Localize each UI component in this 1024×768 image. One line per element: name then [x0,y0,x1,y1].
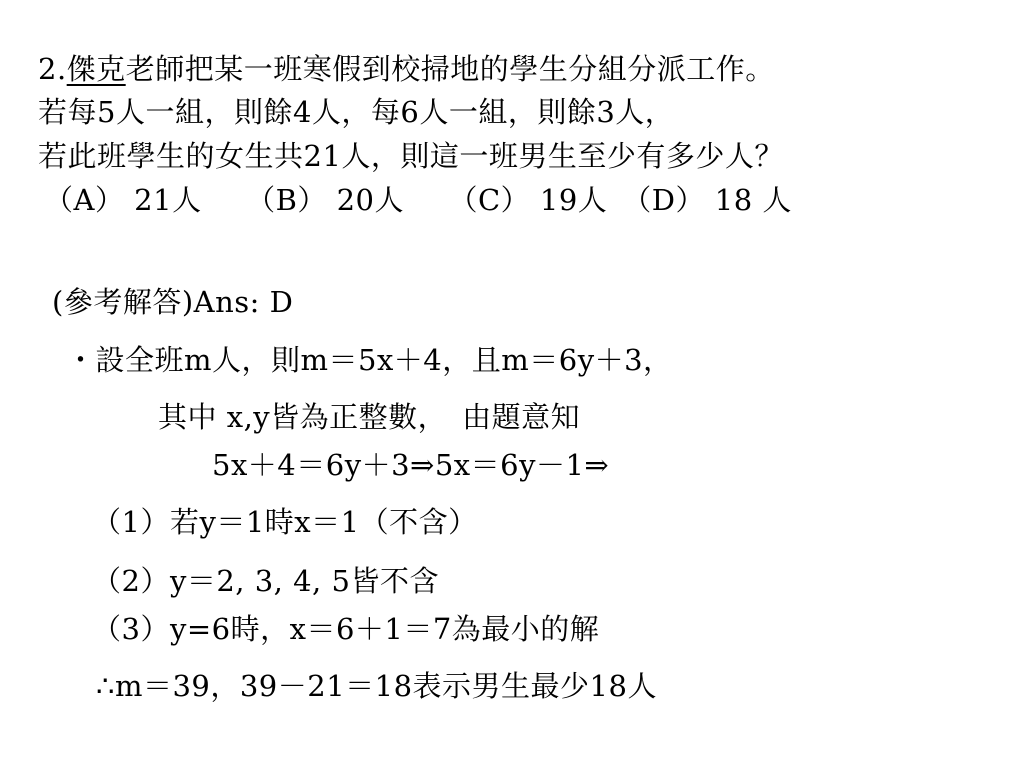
answer-options: （A） 21人 （B） 20人 （C） 19人 （D） 18 人 [44,183,792,217]
question-number: 2. [38,52,67,86]
solution-step-3: 5x＋4＝6y＋3⇒5x＝6y－1⇒ [212,448,610,482]
answer-header: (參考解答)Ans: D [52,285,294,319]
solution-step-2: 其中 x,y皆為正整數， 由題意知 [158,400,581,434]
solution-conclusion: ∴m＝39，39－21＝18表示男生最少18人 [96,669,657,703]
teacher-name: 傑克 [66,52,126,86]
solution-step-1: ・設全班m人，則m＝5x＋4，且m＝6y＋3， [66,343,673,377]
solution-case-2: （2）y＝2, 3, 4, 5皆不含 [92,564,439,598]
question-line-2: 若每5人一組，則餘4人，每6人一組，則餘3人， [38,95,675,129]
solution-case-1: （1）若y＝1時x＝1（不含） [92,505,478,539]
solution-case-3: （3）y=6時，x＝6＋1＝7為最小的解 [92,612,600,646]
question-line-1 [38,50,775,88]
question-line-3: 若此班學生的女生共21人，則這一班男生至少有多少人？ [38,139,784,173]
question-line-1-text: 老師把某一班寒假到校掃地的學生分組分派工作。 [125,52,775,86]
